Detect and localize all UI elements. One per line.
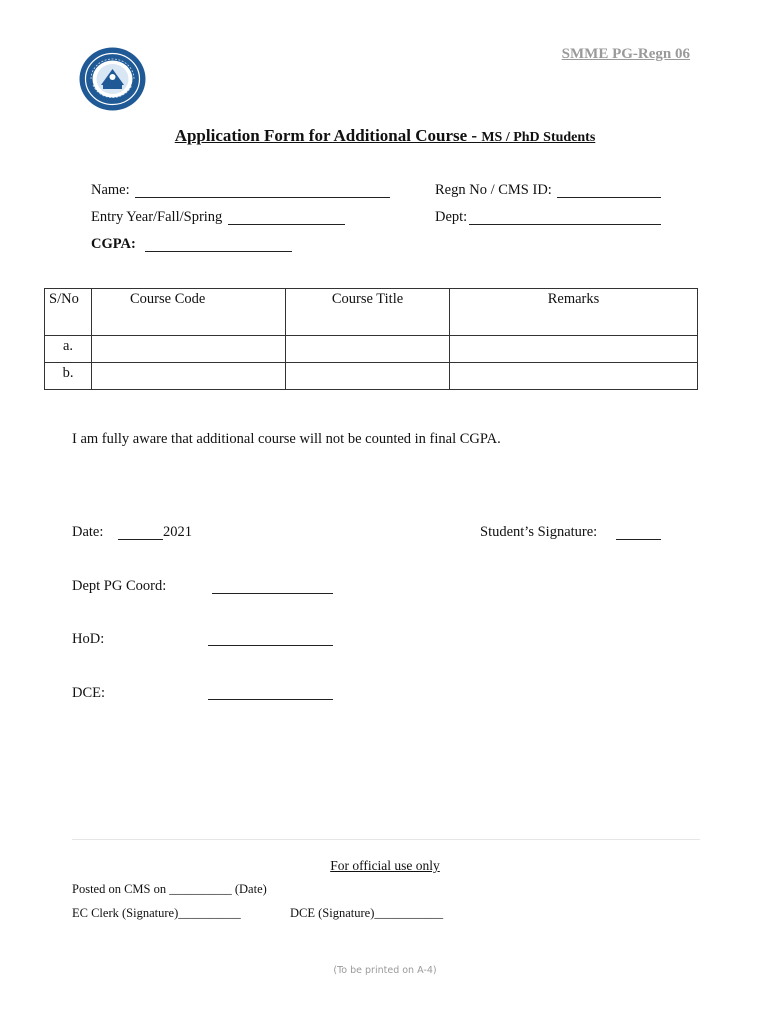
dept-field[interactable] — [469, 224, 661, 225]
header-remarks: Remarks — [450, 289, 698, 336]
row-remarks[interactable] — [450, 363, 698, 390]
table-header-row — [45, 289, 698, 336]
title-main: Application Form for Additional Course - — [174, 126, 482, 145]
row-course-title[interactable] — [286, 336, 450, 363]
row-sno: b. — [45, 363, 92, 390]
pg-coord-field[interactable] — [212, 593, 333, 594]
header-course-code: Course Code — [92, 289, 286, 336]
official-use-heading: For official use only — [330, 858, 440, 873]
title-sub: MS / PhD Students — [481, 130, 596, 145]
date-label: Date: — [72, 524, 104, 540]
pg-coord-label: Dept PG Coord: — [72, 578, 167, 594]
regn-field[interactable] — [557, 197, 661, 198]
row-course-code[interactable] — [92, 363, 286, 390]
entry-field[interactable] — [228, 224, 345, 225]
dce-label: DCE: — [72, 685, 106, 701]
page-title — [0, 126, 770, 146]
hod-field[interactable] — [208, 645, 333, 646]
course-table — [44, 288, 698, 390]
university-seal-icon — [79, 47, 146, 111]
hod-label: HoD: — [72, 631, 105, 647]
row-course-title[interactable] — [286, 363, 450, 390]
row-sno: a. — [45, 336, 92, 363]
table-row — [45, 336, 698, 363]
header-course-title: Course Title — [286, 289, 450, 336]
print-note: (To be printed on A-4) — [333, 965, 437, 976]
statement: I am fully aware that additional course will not be counted in final CGPA. — [72, 431, 501, 447]
table-row — [45, 363, 698, 390]
dept-label: Dept: — [435, 209, 468, 225]
name-field[interactable] — [135, 197, 390, 198]
header-sno: S/No — [45, 289, 92, 336]
student-signature-label: Student’s Signature: — [480, 524, 598, 540]
cgpa-label: CGPA: — [91, 236, 136, 252]
row-course-code[interactable] — [92, 336, 286, 363]
row-remarks[interactable] — [450, 336, 698, 363]
entry-label: Entry Year/Fall/Spring — [91, 209, 223, 225]
regn-label: Regn No / CMS ID: — [435, 182, 552, 198]
divider — [72, 839, 700, 840]
date-year: 2021 — [163, 524, 192, 540]
name-label: Name: — [91, 182, 130, 198]
dce-signature: DCE (Signature)___________ — [290, 906, 444, 920]
form-code: SMME PG-Regn 06 — [561, 46, 690, 62]
ec-clerk-signature: EC Clerk (Signature)__________ — [72, 906, 241, 920]
date-field[interactable] — [118, 539, 163, 540]
student-signature-field[interactable] — [616, 539, 661, 540]
cgpa-field[interactable] — [145, 251, 292, 252]
dce-field[interactable] — [208, 699, 333, 700]
posted-on-cms: Posted on CMS on __________ (Date) — [72, 882, 267, 896]
